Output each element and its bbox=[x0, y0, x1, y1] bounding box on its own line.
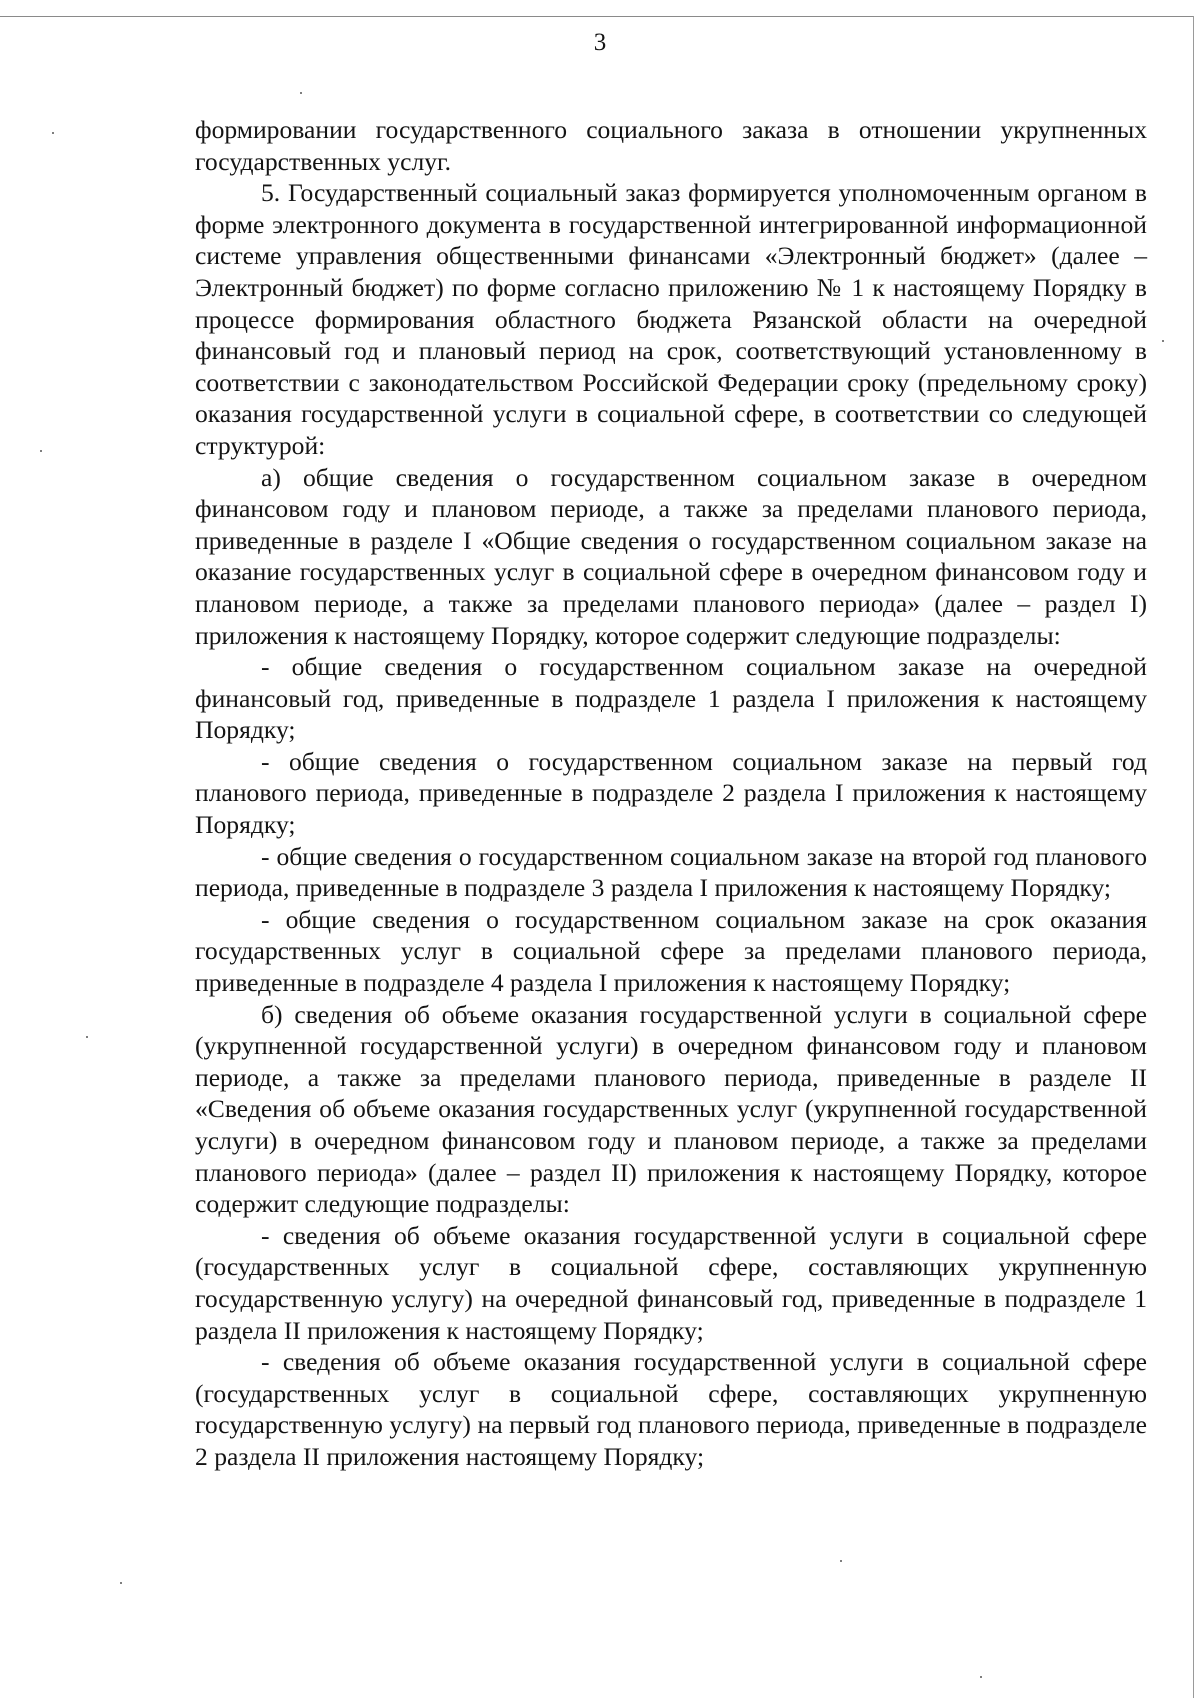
scan-right-edge bbox=[1193, 16, 1194, 1698]
scan-speck bbox=[120, 1582, 122, 1584]
paragraph-subitem-a: а) общие сведения о государственном социальном заказе в очередном финансовом году и плановом периоде, а также за пределами планового периода, приведенные в разделе I «Общие сведения о государственном социальном заказе на оказание государственных услуг в социальной сфере в очередном финансовом году и плановом периоде, а также за пределами планового периода» (далее – раздел I) приложения к настоящему Порядку, которое содержит следующие подразделы: bbox=[195, 462, 1147, 650]
list-item: - общие сведения о государственном социальном заказе на очередной финансовый год, приведенные в подразделе 1 раздела I приложения к настоящему Порядку; bbox=[195, 652, 1147, 745]
paragraph-subitem-b: б) сведения об объеме оказания государственной услуги в социальной сфере (укрупненной государственной услуги) в очередном финансовом году и плановом периоде, а также за пределами планового периода, приведенные в разделе II «Сведения об объеме оказания государственных услуг (укрупненной государственной услуги) в очередном финансовом году и плановом периоде, а также за пределами планового периода» (далее – раздел II) приложения к настоящему Порядку, которое содержит следующие подразделы: bbox=[195, 999, 1147, 1219]
paragraph-continuation: формировании государственного социального заказа в отношении укрупненных государственных услуг. bbox=[195, 115, 1147, 176]
scan-speck bbox=[86, 1036, 88, 1038]
list-item: - общие сведения о государственном социальном заказе на первый год планового периода, приведенные в подразделе 2 раздела I приложения к настоящему Порядку; bbox=[195, 746, 1147, 840]
scan-speck bbox=[52, 132, 54, 134]
scan-speck bbox=[980, 1676, 982, 1678]
scan-speck bbox=[1162, 340, 1164, 342]
list-item: - сведения об объеме оказания государственной услуги в социальной сфере (государственных услуг в социальной сфере, составляющих укрупненную государственную услугу) на первый год планового периода, приведенные в подразделе 2 раздела II приложения настоящему Порядку; bbox=[195, 1347, 1147, 1471]
list-item: - сведения об объеме оказания государственной услуги в социальной сфере (государственных услуг в социальной сфере, составляющих укрупненную государственную услугу) на очередной финансовый год, приведенные в подразделе 1 раздела II приложения к настоящему Порядку; bbox=[195, 1220, 1147, 1345]
list-item: - общие сведения о государственном социальном заказе на срок оказания государственных услуг в социальной сфере за пределами планового периода, приведенные в подразделе 4 раздела I приложения к настоящему Порядку; bbox=[195, 904, 1147, 998]
list-item: - общие сведения о государственном социальном заказе на второй год планового периода, приведенные в подразделе 3 раздела I приложения к настоящему Порядку; bbox=[195, 841, 1147, 903]
scan-speck bbox=[300, 92, 302, 94]
paragraph-item-5: 5. Государственный социальный заказ формируется уполномоченным органом в форме электронного документа в государственной интегрированной информационной системе управления общественными финансами «Электронный бюджет» (далее – Электронный бюджет) по форме согласно приложению № 1 к настоящему Порядку в процессе формирования областного бюджета Рязанской области на очередной финансовый год и плановый период на срок, соответствующий установленному в соответствии с законодательством Российской Федерации сроку (предельному сроку) оказания государственной услуги в социальной сфере, в соответствии со следующей структурой: bbox=[195, 178, 1147, 460]
document-body bbox=[195, 114, 1147, 1473]
scan-top-edge bbox=[0, 16, 1194, 17]
page-number: 3 bbox=[593, 29, 607, 56]
scan-speck bbox=[40, 450, 42, 452]
scan-speck bbox=[840, 1560, 842, 1562]
